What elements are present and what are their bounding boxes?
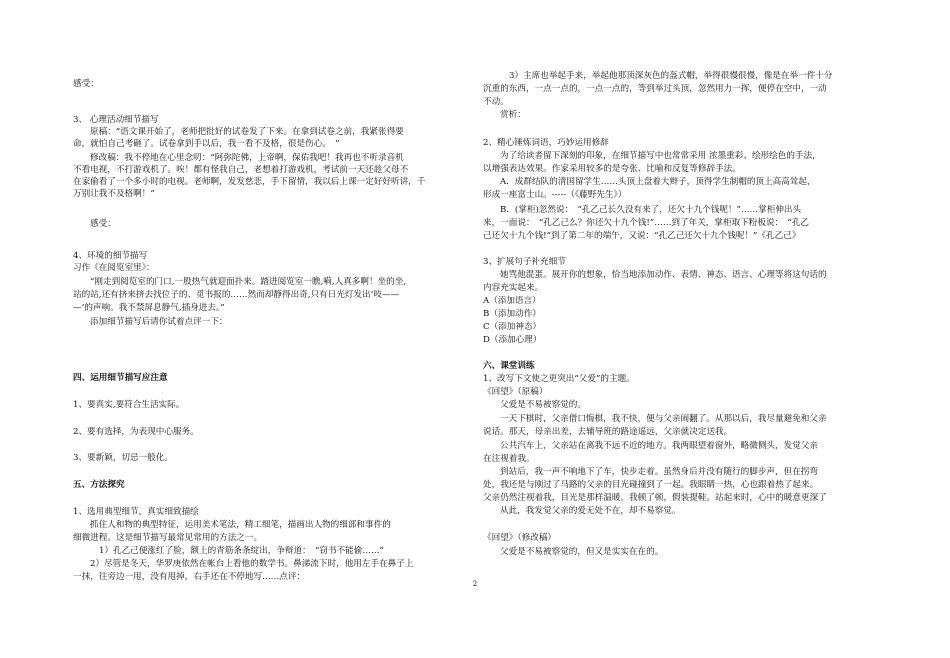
text-line: B．(掌柜)忽然说： “孔乙己长久没有来了，还欠十九个钱呢！”……掌柜伸出头 — [500, 205, 802, 215]
text-line: 从此，我发觉父亲的爱无处不在，却不易察觉。 — [500, 506, 681, 516]
text-line: 2、精心锤炼词语，巧妙运用修辞 — [483, 138, 609, 148]
text-line: 一抹，往旁边一甩，没有甩掉，右手还在不停地写……点评： — [73, 572, 306, 582]
text-line: 细微进程。这是细节描写最常见常用的方法之一。 — [73, 533, 263, 543]
text-line: 为了给读者留下深刻的印象，在细节描写中也常常采用 浓墨重彩、绘形绘色的手法， — [500, 151, 821, 161]
text-line: 父亲仍然注视着我，目光是那样温暖。我顿了顿，假装提鞋。站起来时，心中的暖意更深了 — [483, 493, 827, 503]
text-line: 抓住人和物的典型特征，运用美术笔法，精工细笔，描画出人物的细部和事件的 — [90, 520, 391, 530]
text-line: B（添加动作） — [483, 309, 541, 319]
text-line: —’的声响。我不禁屏息静气,插身进去。” — [73, 303, 225, 313]
text-line: 万别让我不及格啊！” — [73, 189, 155, 199]
text-line: 形成一座富士山。-----（《藤野先生》） — [483, 190, 627, 200]
text-line: 在注视着我。 — [483, 454, 535, 464]
text-line: 命，就怕自己考砸了。试卷拿到手以后，我一看不及格，很是伤心。 ” — [73, 139, 340, 149]
text-line: 父爱是不易被察觉的。 — [500, 400, 586, 410]
text-line: 不看电视，不打游戏机了。唉！都有怪我自己，老想着打游戏机，考试前一天还趁父母不 — [73, 165, 409, 175]
text-line: 一天下棋时，父亲借口悔棋，我不快，便与父亲闹翻了。从那以后，我尽量避免和父亲 — [500, 414, 827, 424]
page-number: 2 — [472, 580, 478, 588]
text-line: 说话。那天，母亲出差，去辅导班的路途遥远，父亲就决定送我。 — [483, 427, 733, 437]
text-line: A（添加语言） — [483, 296, 541, 306]
text-line: C（添加神态） — [483, 322, 542, 332]
text-line: 3）主席也举起手来，举起他那顶深灰色的盔式帽，举得很慢很慢，像是在举一件十分 — [509, 71, 833, 81]
section-heading: 四、运用细节描写应注意 — [73, 373, 168, 383]
text-line: 到站后，我一声不响地下了车，快步走着。虽然身后并没有随行的脚步声，但在拐弯 — [500, 467, 818, 477]
text-line: “刚走到阅览室的门口,一股热气就迎面扑来。踏进阅览室一瞧,嗬,人真多啊！坐的坐, — [90, 277, 407, 287]
text-line: 原稿：“语文课开始了，老师把批好的试卷发了下来。在拿到试卷之前，我紧张得要 — [90, 127, 404, 137]
text-line: 习作《在阅览室里》： — [73, 263, 155, 273]
text-line: 己还欠十九个钱!”到了第二年的端午，又说：“孔乙己还欠十九个钱呢！”《孔乙己》 — [483, 231, 801, 241]
text-line: 《回望》（原稿） — [483, 387, 548, 397]
text-line: 沉重的东西，一点一点的，一点一点的，等到举过头顶，忽然用力一挥，便停在空中，一动 — [483, 84, 827, 94]
text-line: 1、选用典型细节，真实细致描绘 — [73, 507, 199, 517]
text-line: 添加细节描写后请你试着点评一下： — [90, 317, 228, 327]
text-line: 2、要有选择，为表现中心服务。 — [73, 427, 199, 437]
text-line: 以增强表达效果。作家采用较多的是夸张、比喻和反复等修辞手法。 — [483, 164, 741, 174]
text-line: 4、环境的细节描写 — [73, 251, 148, 261]
text-line: 公共汽车上，父亲站在离我不远不近的地方。我两眼望着窗外，略微侧头，发觉父亲 — [500, 441, 818, 451]
text-line: 1、改写下文使之更突出“父爱”的主题。 — [483, 374, 635, 384]
text-line: 内容充实起来。 — [483, 283, 544, 293]
section-heading: 六、课堂训练 — [483, 361, 535, 371]
text-line: 在家偷看了一个多小时的电视。老师啊，发发慈悲，手下留情，我以后上课一定好好听讲，千 — [73, 177, 426, 187]
text-line: 来，一面说： “孔乙己么？你还欠十九个钱!”……到了年关，掌柜取下粉板说： “孔乙 — [483, 218, 810, 228]
text-line: 修改稿：我不停地在心里念叨：“阿弥陀佛，上帝啊，保佑我吧！我再也不听录音机 — [90, 153, 404, 163]
text-line: 她骂他混蛋。展开你的想象，恰当地添加动作、表情、神态、语言、心理等将这句话的 — [500, 270, 827, 280]
text-line: 2）尽管是冬天，华罗庚依然在帐台上看他的数学书。鼻涕流下时，他用左手在鼻子上 — [90, 559, 414, 569]
text-line: 不动。 — [483, 97, 509, 107]
text-line: 3、要新颖，切忌一般化。 — [73, 453, 173, 463]
text-line: 站的站,还有挤来挤去找位子的、觅书报的……然而却静得出奇,只有日光灯发出‘吱—— — [73, 290, 400, 300]
text-line: D（添加心理） — [483, 335, 542, 345]
text-line: 处，我还是与刚过了马路的父亲的目光碰撞到了一起。我眼睛一热，心也跟着热了起来。 — [483, 480, 819, 490]
text-line: 父爱是不易被察觉的，但又是实实在在的。 — [500, 547, 664, 557]
text-line: 3、 心理活动细节描写 — [73, 115, 159, 125]
text-line: 1）孔乙己便涨红了脸，额上的青筋条条绽出，争辩道： “窃书不能偷……” — [99, 546, 384, 556]
text-line: 3、扩展句子补充细节 — [483, 257, 566, 267]
text-line: 感受： — [90, 219, 116, 229]
text-line: 感受： — [73, 79, 99, 89]
section-heading: 五、方法探究 — [73, 480, 125, 490]
text-line: 赏析： — [500, 110, 526, 120]
text-line: 《回望》（修改稿） — [483, 533, 557, 543]
text-line: A．成群结队的清国留学生……头顶上盘着大辫子，顶得学生制帽的顶上高高耸起， — [500, 177, 816, 187]
text-line: 1、要真实,要符合生活实际。 — [73, 400, 185, 410]
